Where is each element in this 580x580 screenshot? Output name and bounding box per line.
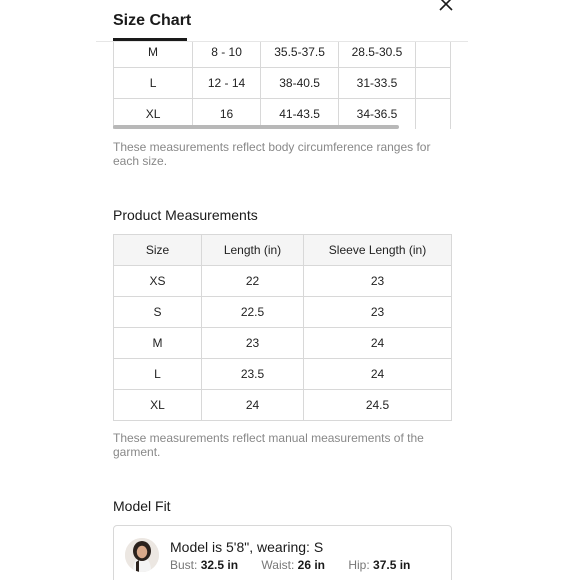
model-fit-card (113, 525, 452, 580)
table-cell: 24 (304, 359, 452, 390)
measurement-label: Hip: (348, 558, 370, 572)
column-header: Length (in) (202, 235, 304, 266)
size-chart-note: These measurements reflect body circumference ranges for each size. (113, 140, 431, 168)
title-underline (113, 38, 187, 41)
table-cell (415, 68, 450, 99)
model-measurements (170, 558, 430, 572)
table-cell: L (114, 359, 202, 390)
product-measurements-title: Product Measurements (113, 207, 258, 223)
table-cell: 23.5 (202, 359, 304, 390)
table-cell: M (114, 37, 193, 68)
table-cell: XL (114, 390, 202, 421)
measurement-value: 37.5 in (373, 558, 411, 572)
table-cell: 16 (193, 99, 261, 130)
avatar (125, 538, 159, 572)
product-measurements-table (113, 234, 452, 421)
table-cell: M (114, 328, 202, 359)
table-cell: 28.5-30.5 (339, 37, 416, 68)
table-cell: 23 (304, 266, 452, 297)
table-row (114, 297, 452, 328)
table-row (114, 328, 452, 359)
model-measurement-waist (261, 558, 325, 572)
measurement-value: 32.5 in (200, 558, 239, 572)
model-summary: Model is 5'8", wearing: S (170, 539, 324, 555)
table-cell: 24 (202, 390, 304, 421)
model-portrait-icon (125, 538, 159, 572)
table-cell: 23 (202, 328, 304, 359)
model-fit-title: Model Fit (113, 498, 171, 514)
measurement-label: Waist: (261, 558, 295, 572)
table-cell (415, 99, 450, 130)
table-header-row (114, 235, 452, 266)
table-cell: 24 (304, 328, 452, 359)
measurement-label: Bust: (170, 558, 198, 572)
column-header: Size (114, 235, 202, 266)
modal-header (96, 0, 468, 42)
table-row (114, 266, 452, 297)
table-cell: 38-40.5 (260, 68, 338, 99)
table-cell: 8 - 10 (193, 37, 261, 68)
size-chart-modal (96, 0, 468, 580)
model-measurement-bust (170, 558, 238, 572)
table-cell: 34-36.5 (339, 99, 416, 130)
model-measurement-hip (348, 558, 410, 572)
product-measurements-note: These measurements reflect manual measurements of the garment. (113, 431, 424, 459)
table-cell: L (114, 68, 193, 99)
close-button[interactable] (436, 0, 456, 14)
close-icon (436, 0, 456, 14)
table-cell: 35.5-37.5 (260, 37, 338, 68)
table-cell: 41-43.5 (260, 99, 338, 130)
table-cell: XS (114, 266, 202, 297)
table-cell: 12 - 14 (193, 68, 261, 99)
column-header: Sleeve Length (in) (304, 235, 452, 266)
table-cell: 31-33.5 (339, 68, 416, 99)
table-row (114, 390, 452, 421)
page-title: Size Chart (113, 12, 192, 29)
table-cell: 22 (202, 266, 304, 297)
table-cell: S (114, 297, 202, 328)
table-row (114, 68, 451, 99)
horizontal-scrollbar[interactable] (113, 125, 399, 129)
measurement-value: 26 in (297, 558, 325, 572)
size-chart-table (113, 36, 451, 129)
table-cell: XL (114, 99, 193, 130)
size-chart-table-scroll[interactable] (113, 36, 451, 129)
table-cell: 23 (304, 297, 452, 328)
table-cell: 24.5 (304, 390, 452, 421)
table-row (114, 359, 452, 390)
table-cell: 22.5 (202, 297, 304, 328)
